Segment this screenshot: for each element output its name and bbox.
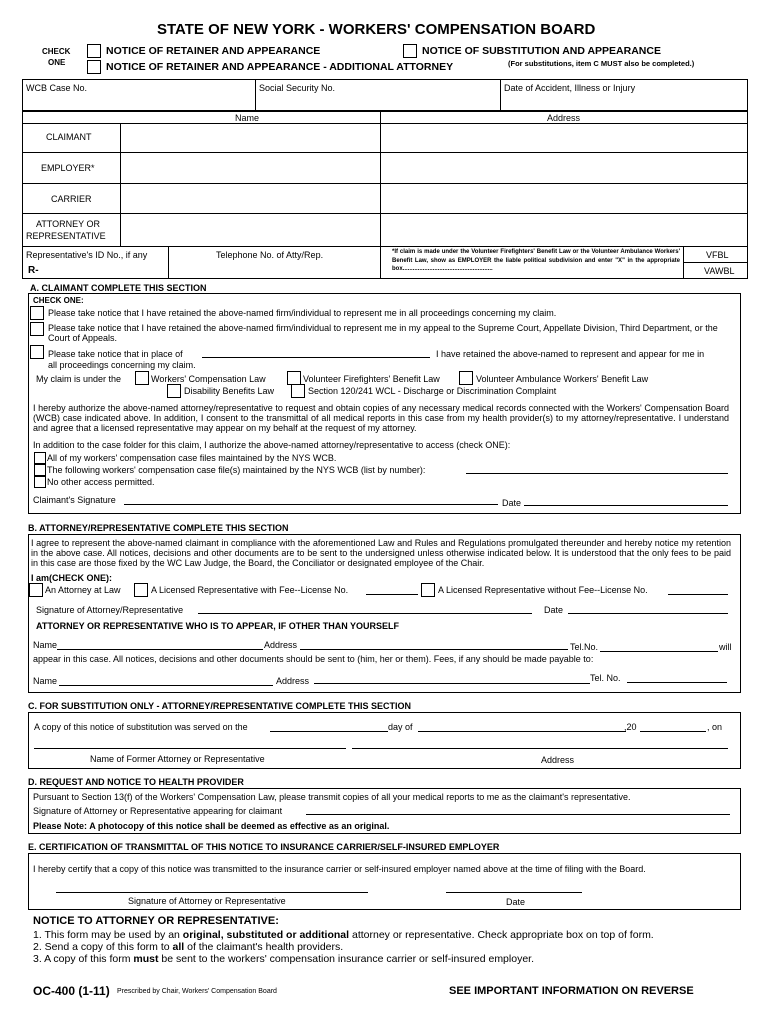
agree-text: I agree to represent the above-named claimant in compliance with the aforementioned Law and Rules and Regulations promulgated thereunder and hereby notice my retention in the above case. All notices, decisions and other documents are to be sent to the undersigned unless otherwise indicated below. It is understood that the only fees to be paid in this case are those fixed by the WC Law Judge, the Board, the Conciliator or designated employee of the Chair. (31, 538, 731, 568)
appear-address-label: Address (264, 640, 298, 650)
rep-id-prefix: R- (28, 265, 39, 276)
substitution-checkbox[interactable] (403, 44, 417, 58)
divider (255, 79, 256, 111)
former-address-label: Address (541, 755, 575, 765)
claim-substitute-checkbox[interactable] (30, 345, 44, 359)
see-reverse-label: SEE IMPORTANT INFORMATION ON REVERSE (449, 985, 694, 997)
payee-name-label: Name (33, 676, 58, 686)
notice-text: 3. A copy of this form (33, 953, 134, 965)
retainer-option-label: NOTICE OF RETAINER AND APPEARANCE (106, 45, 321, 57)
divider (500, 79, 501, 111)
telephone-label: Telephone No. of Atty/Rep. (216, 250, 324, 260)
transmittal-signature-field[interactable] (56, 892, 368, 893)
claim-substitute-label: Please take notice that in place of (48, 349, 183, 359)
appear-heading: ATTORNEY OR REPRESENTATIVE WHO IS TO APPEAR, IF OTHER THAN YOURSELF (36, 621, 400, 631)
former-address-field[interactable] (352, 748, 728, 749)
former-attorney-label: Name of Former Attorney or Representative (90, 754, 265, 764)
section-e-heading: E. CERTIFICATION OF TRANSMITTAL OF THIS NOTICE TO INSURANCE CARRIER/SELF-INSURED EMPLOYER (28, 842, 500, 852)
claim-under-label: My claim is under the (36, 374, 122, 384)
wcb-case-label: WCB Case No. (26, 83, 88, 93)
divider (22, 213, 748, 214)
vawbl-label: VAWBL (704, 266, 735, 276)
will-label: will (719, 642, 732, 652)
health-provider-text: Pursuant to Section 13(f) of the Workers' Compensation Law, please transmit copies of all your medical reports to me as the claimant's representative. (33, 792, 631, 802)
access-following-label: The following workers' compensation case file(s) maintained by the NYS WCB (list by number): (47, 465, 426, 475)
accident-date-label: Date of Accident, Illness or Injury (504, 83, 636, 93)
notice-emphasis: must (133, 953, 159, 965)
column-name-header: Name (235, 113, 260, 123)
substitution-note: (For substitutions, item C MUST also be completed.) (508, 59, 695, 68)
claimant-date-field[interactable] (524, 505, 728, 506)
payee-tel-field[interactable] (627, 682, 727, 683)
claimant-signature-field[interactable] (124, 504, 498, 505)
section-b-heading: B. ATTORNEY/REPRESENTATIVE COMPLETE THIS SECTION (28, 523, 289, 533)
licensed-nofee-checkbox[interactable] (421, 583, 435, 597)
divider (22, 183, 748, 184)
claimant-signature-label: Claimant's Signature (33, 495, 116, 505)
divider (380, 111, 381, 246)
served-on-field[interactable] (270, 731, 388, 732)
law-vfbl-label: Volunteer Firefighters' Benefit Law (303, 374, 440, 384)
law-dbl-checkbox[interactable] (167, 384, 181, 398)
check-one-label: CHECK (42, 47, 71, 56)
claimant-date-label: Date (502, 498, 522, 508)
section-d-heading: D. REQUEST AND NOTICE TO HEALTH PROVIDER (28, 777, 244, 787)
attorney-signature-label: Signature of Attorney/Representative (36, 605, 184, 615)
photocopy-note: Please Note: A photocopy of this notice shall be deemed as effective as an original. (33, 821, 390, 831)
licensed-fee-number-field[interactable] (366, 594, 418, 595)
section-c-heading: C. FOR SUBSTITUTION ONLY - ATTORNEY/REPRESENTATIVE COMPLETE THIS SECTION (28, 701, 412, 711)
payee-address-field[interactable] (314, 683, 590, 684)
access-none-checkbox[interactable] (34, 476, 46, 488)
notice-item-1 (33, 929, 654, 941)
attorney-at-law-label: An Attorney at Law (45, 585, 121, 595)
attorney-date-label: Date (544, 605, 564, 615)
transmittal-text: I hereby certify that a copy of this notice was transmitted to the insurance carrier or self-insured employer named above at the time of filing with the Board. (33, 864, 646, 874)
ssn-label: Social Security No. (259, 83, 336, 93)
appear-tel-label: Tel.No. (570, 642, 599, 652)
law-wc-label: Workers' Compensation Law (151, 374, 266, 384)
form-id: OC-400 (1-11) (33, 984, 110, 998)
health-provider-signature-field[interactable] (306, 814, 730, 815)
divider (683, 262, 748, 263)
check-one-a: CHECK ONE: (33, 296, 84, 305)
divider (168, 246, 169, 279)
licensed-fee-checkbox[interactable] (134, 583, 148, 597)
notice-emphasis: original, substituted or additional (182, 929, 350, 941)
attorney-signature-field[interactable] (198, 613, 532, 614)
claim-substitute-label-2: I have retained the above-named to represent and appear for me in (436, 349, 705, 359)
licensed-nofee-number-field[interactable] (668, 594, 728, 595)
claim-all-proceedings-checkbox[interactable] (30, 306, 44, 320)
i-am-label: I am(CHECK ONE): (31, 573, 113, 583)
claim-all-proceedings-label: Please take notice that I have retained the above-named firm/individual to represent me in all proceedings concerning my claim. (48, 308, 557, 318)
law-vawbl-label: Volunteer Ambulance Workers' Benefit Law (476, 374, 649, 384)
representative-row-label: REPRESENTATIVE (26, 231, 106, 241)
divider (22, 123, 748, 124)
case-info-box (22, 79, 748, 111)
year-label: ,20 (624, 722, 637, 732)
day-of-label: day of (388, 722, 413, 732)
volunteer-note: *If claim is made under the Volunteer Firefighters' Benefit Law or the Volunteer Ambulance Workers' Benefit Law, show as EMPLOYER the liable political subdivision and enter "X" in the appropriate box...................................................... (392, 249, 680, 272)
notice-text: 2. Send a copy of this form to (33, 941, 173, 953)
claimant-row-label: CLAIMANT (46, 132, 92, 142)
notice-emphasis: all (172, 941, 185, 953)
notice-item-3 (33, 953, 534, 965)
access-following-checkbox[interactable] (34, 464, 46, 476)
licensed-fee-label: A Licensed Representative with Fee--License No. (151, 585, 349, 595)
column-address-header: Address (547, 113, 581, 123)
prescribed-label: Prescribed by Chair, Workers' Compensation Board (117, 988, 277, 995)
appear-name-field[interactable] (57, 649, 263, 650)
notice-text: of the claimant's health providers. (184, 941, 344, 953)
appear-text: appear in this case. All notices, decisions and other documents should be sent to (him, her or them). Fees, if any should be made payable to: (33, 654, 594, 664)
served-label: A copy of this notice of substitution was served on the (34, 722, 248, 732)
health-provider-signature-label: Signature of Attorney or Representative appearing for claimant (33, 806, 283, 816)
carrier-row-label: CARRIER (51, 194, 92, 204)
law-vfbl-checkbox[interactable] (287, 371, 301, 385)
transmittal-signature-label: Signature of Attorney or Representative (128, 896, 286, 906)
notice-item-2 (33, 941, 343, 953)
employer-row-label: EMPLOYER* (41, 163, 95, 173)
retainer-additional-option-label: NOTICE OF RETAINER AND APPEARANCE - ADDITIONAL ATTORNEY (106, 61, 454, 73)
access-intro: In addition to the case folder for this claim, I authorize the above-named attorney/representative to access (check ONE): (33, 440, 511, 450)
form-title: STATE OF NEW YORK - WORKERS' COMPENSATION BOARD (157, 21, 596, 38)
appear-name-label: Name (33, 640, 58, 650)
payee-name-field[interactable] (59, 685, 273, 686)
retainer-checkbox[interactable] (87, 44, 101, 58)
attorney-at-law-checkbox[interactable] (29, 583, 43, 597)
appear-tel-field[interactable] (600, 651, 718, 652)
divider (380, 246, 381, 279)
claim-appeal-label: Please take notice that I have retained the above-named firm/individual to represent me in my appeal to the Supreme Court, Appellate Division, Third Department, or the Court of Appeals. (48, 323, 718, 343)
transmittal-date-field[interactable] (446, 892, 582, 893)
case-files-field[interactable] (466, 473, 728, 474)
divider (120, 123, 121, 246)
divider (22, 152, 748, 153)
appear-address-field[interactable] (300, 649, 568, 650)
law-wc-checkbox[interactable] (135, 371, 149, 385)
in-place-of-field[interactable] (202, 357, 430, 358)
notice-text: attorney or representative. Check appropriate box on top of form. (349, 929, 654, 941)
notice-text: be sent to the workers' compensation insurance carrier or self-insured employer. (158, 953, 534, 965)
access-none-label: No other access permitted. (47, 477, 155, 487)
access-all-checkbox[interactable] (34, 452, 46, 464)
payee-address-label: Address (276, 676, 310, 686)
licensed-nofee-label: A Licensed Representative without Fee--License No. (438, 585, 648, 595)
authorize-text: I hereby authorize the above-named attorney/representative to request and obtain copies of any necessary medical records connected with the Workers' Compensation Board (WCB) case indicated above. In addition, I consent to the transmittal of all medical reports in this case from my health provider(s) to my attorney/representative. I understand and agree that a licensed representative may appear on my behalf at the request of my attorney. (33, 403, 729, 433)
claim-appeal-checkbox[interactable] (30, 322, 44, 336)
law-dbl-label: Disability Benefits Law (184, 386, 275, 396)
attorney-row-label: ATTORNEY OR (36, 219, 101, 229)
check-one-label-2: ONE (48, 58, 66, 67)
notice-heading: NOTICE TO ATTORNEY OR REPRESENTATIVE: (33, 915, 279, 927)
transmittal-date-label: Date (506, 897, 526, 907)
section-a-heading: A. CLAIMANT COMPLETE THIS SECTION (30, 283, 207, 293)
claim-substitute-label-3: all proceedings concerning my claim. (48, 360, 196, 370)
on-label: , on (707, 722, 723, 732)
divider (22, 246, 748, 247)
vfbl-label: VFBL (706, 250, 729, 260)
notice-text: 1. This form may be used by an (33, 929, 183, 941)
substitution-option-label: NOTICE OF SUBSTITUTION AND APPEARANCE (422, 45, 661, 57)
law-120-label: Section 120/241 WCL - Discharge or Discrimination Complaint (308, 386, 557, 396)
law-vawbl-checkbox[interactable] (459, 371, 473, 385)
attorney-date-field[interactable] (568, 613, 728, 614)
law-120-checkbox[interactable] (291, 384, 305, 398)
payee-tel-label: Tel. No. (590, 673, 621, 683)
rep-id-label: Representative's ID No., if any (26, 250, 148, 260)
day-of-field[interactable] (418, 731, 626, 732)
access-all-label: All of my workers' compensation case files maintained by the NYS WCB. (47, 453, 337, 463)
year-field[interactable] (640, 731, 706, 732)
former-attorney-field[interactable] (34, 748, 346, 749)
retainer-additional-checkbox[interactable] (87, 60, 101, 74)
